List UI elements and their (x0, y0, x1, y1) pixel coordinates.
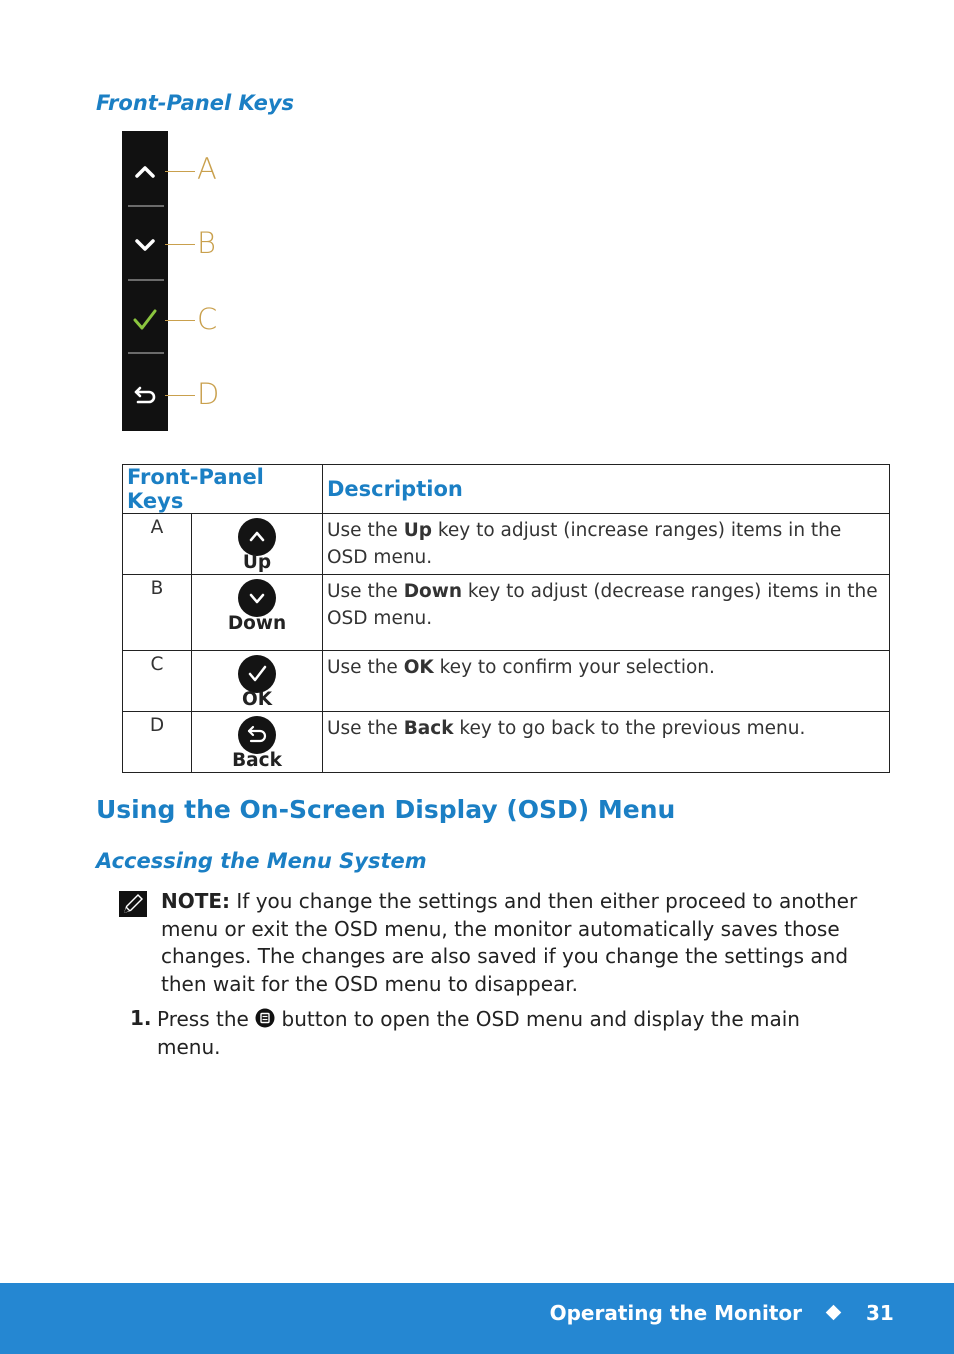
section-heading: Front-Panel Keys (96, 91, 295, 115)
footer-bar (0, 1283, 954, 1354)
row-letter: B (123, 575, 192, 651)
footer-page-number: 31 (866, 1301, 894, 1325)
callout-a: A (197, 152, 217, 186)
table-header-description: Description (323, 465, 890, 514)
front-panel-keys-table (122, 464, 890, 773)
step-text (157, 1006, 847, 1061)
callout-line (165, 171, 195, 172)
desc-post: key to confirm your selection. (433, 657, 715, 678)
row-letter: D (123, 712, 192, 773)
desc-post: key to adjust (decrease ranges) items in the OSD menu. (327, 581, 878, 629)
strip-divider (128, 205, 164, 207)
desc-key: OK (403, 657, 434, 678)
callout-c: C (197, 302, 218, 336)
step-number: 1. (130, 1006, 152, 1030)
note-label: NOTE: (161, 889, 231, 913)
row-letter: A (123, 514, 192, 575)
desc-post: key to go back to the previous menu. (453, 718, 806, 739)
row-icon-cell (192, 575, 323, 651)
desc-pre: Use the (327, 581, 404, 602)
strip-divider (128, 352, 164, 354)
menu-button-icon (255, 1008, 275, 1028)
desc-pre: Use the (327, 718, 404, 739)
step-text-before: Press the (157, 1007, 256, 1031)
row-icon-label: Back (232, 750, 282, 771)
desc-pre: Use the (327, 657, 404, 678)
row-icon-cell (192, 514, 323, 575)
note-paragraph (161, 888, 886, 998)
row-letter: C (123, 651, 192, 712)
row-icon-label: Down (227, 613, 287, 634)
table-row (123, 514, 890, 575)
step-text-after: button to open the OSD menu and display the main menu. (157, 1007, 800, 1059)
table-row (123, 651, 890, 712)
strip-divider (128, 279, 164, 281)
chevron-up-icon (238, 518, 276, 556)
callout-line (165, 244, 195, 245)
back-arrow-icon[interactable] (122, 372, 168, 418)
row-icon-label: OK (241, 689, 273, 710)
front-panel-strip (122, 131, 168, 431)
table-row (123, 712, 890, 773)
desc-pre: Use the (327, 520, 404, 541)
footer-section-title: Operating the Monitor (549, 1301, 802, 1325)
desc-key: Back (403, 718, 454, 739)
callout-d: D (197, 377, 220, 411)
callout-b: B (197, 226, 216, 260)
note-body: If you change the settings and then either proceed to another menu or exit the OSD menu, the monitor automatically saves those changes. The changes are also saved if you change the settings and then wait for the OSD menu to disappear. (161, 889, 858, 996)
checkmark-icon (238, 655, 276, 693)
callout-line (165, 320, 195, 321)
callout-line (165, 395, 195, 396)
row-icon-label: Up (242, 552, 272, 573)
row-description (323, 514, 890, 575)
row-icon-cell (192, 651, 323, 712)
footer-diamond-icon (826, 1305, 842, 1321)
pencil-note-icon (118, 890, 148, 918)
chevron-up-icon[interactable] (122, 148, 168, 194)
row-description (323, 651, 890, 712)
table-row (123, 575, 890, 651)
table-header-keys: Front-Panel Keys (123, 465, 323, 514)
osd-heading: Using the On-Screen Display (OSD) Menu (96, 795, 676, 824)
desc-key: Down (403, 581, 463, 602)
back-arrow-icon (238, 716, 276, 754)
table-header-row (123, 465, 890, 514)
row-description (323, 712, 890, 773)
desc-key: Up (403, 520, 432, 541)
chevron-down-icon (238, 579, 276, 617)
sub-heading: Accessing the Menu System (96, 849, 427, 873)
desc-post: key to adjust (increase ranges) items in the OSD menu. (327, 520, 842, 568)
row-icon-cell (192, 712, 323, 773)
chevron-down-icon[interactable] (122, 222, 168, 268)
row-description (323, 575, 890, 651)
checkmark-icon[interactable] (122, 297, 168, 343)
